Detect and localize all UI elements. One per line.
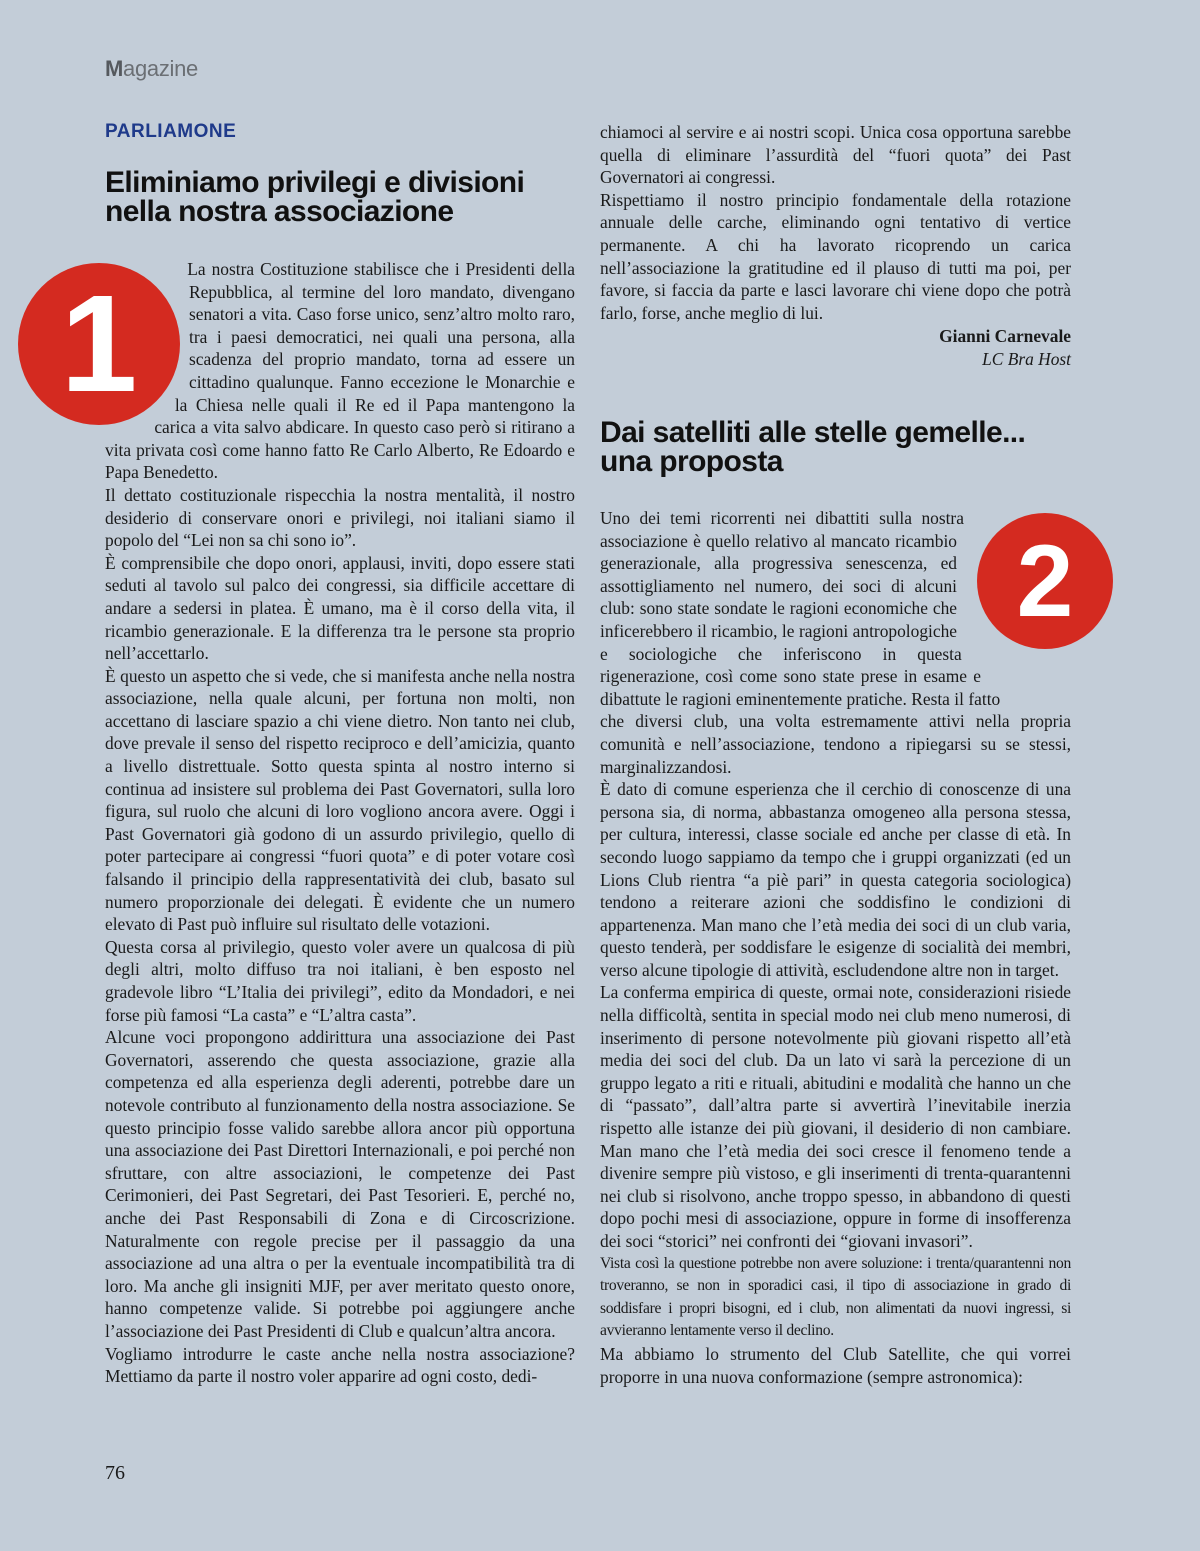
article1-title [105,168,575,226]
article1-paragraph: È comprensibile che dopo onori, applausi, inviti, dopo essere stati seduti al tavolo sul palco dei congressi, sia difficile accettare di andare a sedersi in platea. È umano, ma è il corso della vita, il ricambio generazionale. E la differenza tra le persone sta proprio nell’accettarlo. [105,552,575,664]
masthead-initial: M [105,56,124,81]
article1-paragraph-continued [600,121,1071,189]
article1-paragraph-split [105,1343,575,1388]
article2-title-line1: Dai satelliti alle stelle gemelle... [600,416,1026,449]
article1-paragraph-end: chiamoci al servire e ai nostri scopi. Unica cosa opportuna sarebbe quella di eliminare l’assurdità del “fuori quota” dei Past Governatori ai congressi. [600,122,1071,188]
article2-body [600,507,1071,1388]
article1-paragraph: Rispettiamo il nostro principio fondamentale della rotazione annuale delle carche, eliminando ogni tentativo di vertice permanente. A chi ha lavorato ricoprendo un carica nell’associazione la gratitudine ed il plauso di tutti ma poi, per favore, si faccia da parte e lasci lavorare chi viene dopo che potrà farlo, forse, anche meglio di lui. [600,189,1071,323]
article2-title [600,418,1080,476]
article1-title-line2: nella nostra associazione [105,195,454,228]
page-number: 76 [105,1462,125,1484]
badge-wrap-spacer [943,507,1071,691]
article1-paragraph: Alcune voci propongono addirittura una associazione dei Past Governatori, asserendo che questa associazione, grazie alla competenza ed alla esperienza degli aderenti, potrebbe dare un notevole contributo al funzionamento della nostra associazione. Se questo principio fosse valido sarebbe allora ancor più opportuna una associazione dei Past Direttori Internazionali, e poi perché non sfruttare, con altre associazioni, le competenze dei Past Cerimonieri, dei Past Segretari, dei Past Tesorieri. E, perché no, anche dei Past Responsabili di Zona e di Circoscrizione. Naturalmente con regole precise per il passaggio da una associazione ad una altra o per la eventuale incompatibilità tra di loro. Ma anche gli insigniti MJF, per aver meritato questo onore, hanno competenze valide. Si potrebbe poi aggiungere anche l’associazione dei Past Presidenti di Club e qualcun’altra ancora. [105,1027,575,1341]
author-club: LC Bra Host [982,349,1071,369]
section-kicker: PARLIAMONE [105,121,237,142]
article2-paragraph: La conferma empirica di queste, ormai note, considerazioni risiede nella difficoltà, sentita in special modo nei club meno numerosi, di inserimento di persone notevolmente più giovani rispetto all’età media dei soci del club. Da un lato vi sarà la percezione di un gruppo legato a riti e rituali, abitudini e modalità che hanno un che di “passato”, dall’altra parte si avvertirà l’inevitabile inerzia rispetto alle istanze dei più giovani, il desiderio di non cambiare. Man mano che l’età media dei soci cresce il fenomeno tende a divenire sempre più vistoso, e gli inserimenti di trenta-quarantenni nei club si risolvono, anche troppo spesso, in abbandono di questi dopo pochi mesi di associazione, oppure in forme di insofferenza dei soci “storici” nei confronti dei “giovani invasori”. [600,982,1071,1251]
article1-title-line1: Eliminiamo privilegi e divisioni [105,166,525,199]
article2-title-line2: una proposta [600,445,783,478]
number-two-badge: 2 [977,513,1113,649]
author-name: Gianni Carnevale [939,326,1071,346]
masthead-rest: agazine [123,56,198,81]
article1-paragraph: La nostra Costituzione stabilisce che i Presidenti della Repubblica, al termine del loro mandato, divengano senatori a vita. Caso forse unico, senz’altro molto raro, tra i paesi democratici, nei quali una persona, alla scadenza del proprio mandato, torna ad essere un cittadino qualunque. Fanno eccezione le Monarchie e la Chiesa nelle quali il Re ed il Papa mantengono la carica a vita salvo abdicare. In questo caso però si ritirano a vita privata così come hanno fatto Re Carlo Alberto, Re Edoardo e Papa Benedetto. [105,259,575,483]
article1-paragraph: Il dettato costituzionale rispecchia la nostra mentalità, il nostro desiderio di conservare onori e privilegi, noi italiani siamo il popolo del “Lei non sa chi sono io”. [105,484,575,551]
article1-paragraph: È questo un aspetto che si vede, che si manifesta anche nella nostra associazione, nella quale alcuni, per fortuna non molti, non accettano di lasciare spazio a chi viene dietro. Non tanto nei club, dove prevale il senso del rispetto reciproco e dell’amicizia, quanto a livello distrettuale. Sotto questa spinta al nostro interno si continua ad insistere sul problema dei Past Governatori, sulla loro figura, sul ruolo che alcuni di loro vogliono ancora avere. Oggi i Past Governatori già godono di un assurdo privilegio, quello di poter partecipare ai congressi “fuori quota” e di poter votare così falsando il principio della rappresentatività dei club, basato sul numero proporzionale dei delegati. È evidente che un numero elevato di Past può influire sul risultato delle votazioni. [105,665,575,935]
article1-body-left [105,258,575,1388]
article2-paragraph: Ma abbiamo lo strumento del Club Satellite, che qui vorrei proporre in una nuova conformazione (sempre astronomica): [600,1343,1071,1387]
masthead [105,56,198,82]
article2-paragraph: Uno dei temi ricorrenti nei dibattiti sulla nostra associazione è quello relativo al mancato ricambio generazionale, alla progressiva senescenza, ed assottigliamento nel numero, dei soci di alcuni club: sono state sondate le ragioni economiche che inficerebbero il ricambio, le ragioni antropologiche e sociologiche che inferiscono in questa rigenerazione, così come sono state prese in esame e dibattute le ragioni eminentemente pratiche. Resta il fatto che diversi club, una volta estremamente attivi nella propria comunità e nell’associazione, tendono a ripiegarsi su se stessi, marginalizzandosi. [600,508,1071,777]
article1-paragraph: Questa corsa al privilegio, questo voler avere un qualcosa di più degli altri, molto diffuso tra noi italiani, è ben esposto nel gradevole libro “L’Italia dei privilegi”, edito da Mondadori, e nei forse più famosi “La casta” e “L’altra casta”. [105,936,575,1025]
article2-paragraph: È dato di comune esperienza che il cerchio di conoscenze di una persona sia, di norma, abbastanza omogeneo alla persona stessa, per cultura, interessi, classe sociale ed anche per classe di età. In secondo luogo sappiamo da tempo che i gruppi organizzati (ed un Lions Club rientra “a piè pari” in questa categoria sociologica) tendono a reiterare azioni che soddisfino le condizioni di appartenenza. Man mano che l’età media dei soci di un club varia, questo tenderà, per soddisfare le esigenze di socialità dei membri, verso alcune tipologie di attività, escludendone altre non in target. [600,779,1071,980]
article1-body-right [600,121,1071,324]
number-one-badge: 1 [18,263,180,425]
article2-paragraph: Vista così la questione potrebbe non avere soluzione: i trenta/quarantenni non troveranno, se non in sporadici casi, il tipo di associazione in grado di soddisfare i propri bisogni, ed i club, non alimentati da nuovi ingressi, si avvieranno lentamente verso il declino. [600,1254,1071,1340]
article1-paragraph-start: Vogliamo introdurre le caste anche nella nostra associazione? Mettiamo da parte il nostro voler apparire ad ogni costo, dedi- [105,1343,575,1387]
article1-signature [939,325,1071,371]
